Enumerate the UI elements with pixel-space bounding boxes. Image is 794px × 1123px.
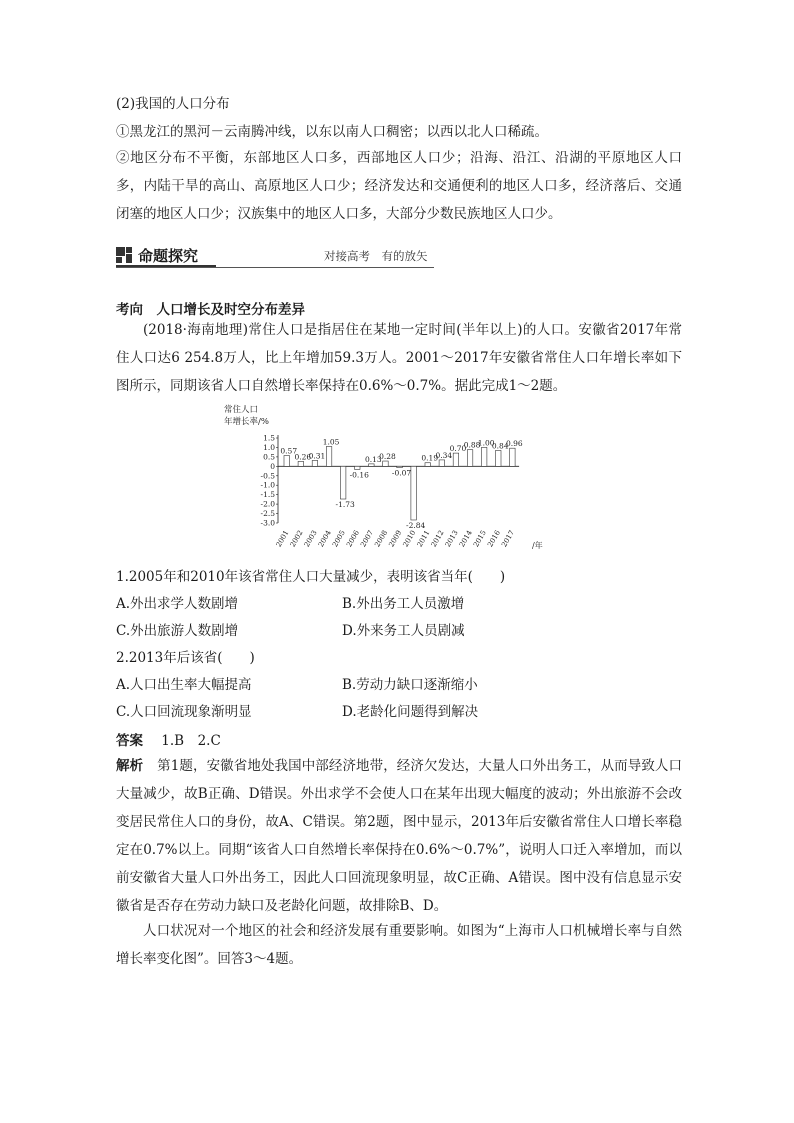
chart-bar	[425, 463, 431, 467]
answer-label: 答案	[116, 733, 143, 749]
chart-value-label: 0.88	[463, 440, 481, 450]
chart-x-tick-label: 2004	[316, 529, 333, 549]
analysis-label: 解析	[116, 758, 144, 774]
chart-bar	[411, 466, 417, 520]
chart-value-label: -0.07	[391, 468, 412, 478]
chart-y-tick-label: -1.5	[260, 490, 275, 500]
q1-stem: 1.2005年和2010年该省常住人口大量减少，表明该省当年( )	[116, 569, 506, 585]
answer-text: 1.B 2.C	[161, 733, 221, 749]
section-header	[116, 243, 436, 269]
chart-x-tick-label: 2017	[500, 529, 517, 549]
chart-bar	[312, 460, 318, 466]
chart-bar	[284, 456, 290, 467]
chart-bar	[397, 466, 403, 467]
topic-heading: 考向 人口增长及时空分布差异	[116, 302, 305, 318]
chart-value-label: 0.19	[421, 453, 439, 463]
chart-x-tick-label: 2007	[359, 529, 376, 549]
chart-x-tick-label: 2002	[288, 529, 305, 549]
analysis-block	[116, 752, 682, 920]
chart-bar	[326, 447, 332, 467]
chart-bar	[510, 448, 515, 466]
chart-value-label: -2.84	[406, 520, 426, 530]
chart-x-tick-label: 2006	[345, 529, 361, 549]
chart-x-tick-label: 2009	[387, 529, 404, 549]
chart-bar	[467, 450, 473, 467]
chart-x-unit: /年	[532, 541, 543, 550]
chart-x-tick-label: 2015	[472, 529, 488, 549]
answer-line	[116, 731, 221, 751]
chart-value-label: 0.96	[505, 439, 523, 449]
section-rule	[116, 267, 434, 268]
chart-x-tick-label: 2012	[429, 529, 446, 549]
chart-y-tick-label: -2.0	[260, 499, 275, 509]
chart-y-tick-label: -0.5	[260, 471, 275, 481]
chart-value-label: 0.31	[308, 451, 326, 461]
distribution-point-1: ①黑龙江的黑河－云南腾冲线，以东以南人口稠密；以西以北人口稀疏。	[116, 124, 548, 140]
chart-bar	[481, 447, 487, 466]
q2-option-b: B.劳动力缺口逐渐缩小	[342, 677, 478, 693]
chart-x-tick-label: 2005	[331, 529, 347, 549]
chart-value-label: 1.05	[322, 437, 340, 447]
chart-value-label: 0.70	[449, 444, 467, 454]
section-title: 命题探究	[138, 247, 199, 265]
chart-value-label: 1.00	[477, 438, 495, 448]
chart-y-tick-label: -3.0	[260, 518, 275, 528]
chart-value-label: 0.57	[280, 446, 298, 456]
chart-y-tick-label: -1.0	[260, 480, 275, 490]
chart-value-label: 0.26	[294, 452, 312, 462]
chart-ylabel-2: 年增长率/%	[224, 417, 269, 427]
chart-bar	[298, 461, 304, 466]
chart-x-tick-label: 2010	[401, 529, 418, 549]
chart-value-label: 0.28	[379, 452, 396, 462]
q1-option-a: A.外出求学人数剧增	[116, 596, 239, 612]
question-intro: (2018·海南地理)常住人口是指居住在某地一定时间(半年以上)的人口。安徽省2017年常住人口达6 254.8万人，比上年增加59.3万人。2001～2017年安徽省常住人口年增长率如下图所示，同期该省人口自然增长率保持在0.6%～0.7%。据此完成1～2题。	[116, 322, 682, 394]
q2-option-a: A.人口出生率大幅提高	[116, 677, 252, 693]
q2-stem: 2.2013年后该省( )	[116, 650, 255, 666]
chart-x-tick-label: 2008	[373, 529, 390, 549]
section-subtitle: 对接高考 有的放矢	[324, 249, 428, 263]
chart-bar	[340, 466, 346, 499]
population-distribution-heading: (2)我国的人口分布	[116, 96, 230, 112]
chart-value-label: -0.16	[349, 470, 369, 480]
chart-value-label: 0.84	[491, 441, 509, 451]
chart-bar	[369, 464, 375, 466]
analysis-text: 第1题，安徽省地处我国中部经济地带，经济欠发达，大量人口外出务工，从而导致人口大量减少，故B正确、D错误。外出求学不会使人口在某年出现大幅度的波动；外出旅游不会改变居民常住人口的身份，故A、C错误。第2题，图中显示，2013年后安徽省常住人口增长率稳定在0.7%以上。同期“该省人口自然增长率保持在0.6%～0.7%”，说明人口迁入率增加，而以前安徽省大量人口外出务工，因此人口回流现象明显，故C正确、A错误。图中没有信息显示安徽省是否存在劳动力缺口及老龄化问题，故排除B、D。	[116, 758, 682, 914]
chart-bar	[383, 461, 389, 466]
chart-x-ticks	[275, 529, 516, 549]
closing-paragraph: 人口状况对一个地区的社会和经济发展有重要影响。如图为“上海市人口机械增长率与自然增长率变化图”。回答3～4题。	[116, 923, 682, 967]
chart-value-label: 0.34	[435, 450, 453, 460]
population-growth-chart	[224, 402, 560, 554]
chart-x-tick-label: 2014	[457, 529, 474, 549]
q1-option-d: D.外来务工人员剧减	[342, 623, 465, 639]
chart-y-tick-label: 1.0	[263, 442, 275, 452]
q1-option-b: B.外出务工人员激增	[342, 596, 465, 612]
distribution-point-2: ②地区分布不平衡，东部地区人口多，西部地区人口少；沿海、沿江、沿湖的平原地区人口多，内陆干旱的高山、高原地区人口少；经济发达和交通便利的地区人口多，经济落后、交通闭塞的地区人口少；汉族集中的地区人口多，大部分少数民族地区人口少。	[116, 150, 682, 222]
chart-bar	[355, 466, 361, 469]
chart-x-tick-label: 2016	[486, 529, 502, 549]
chart-value-label: 0.13	[364, 454, 382, 464]
section-block-icon	[116, 247, 132, 263]
chart-ylabel-1: 常住人口	[224, 405, 259, 415]
chart-x-tick-label: 2011	[415, 529, 432, 549]
chart-bar	[439, 460, 445, 466]
chart-x-tick-label: 2001	[274, 529, 291, 549]
q2-option-c: C.人口回流现象渐明显	[116, 704, 252, 720]
chart-y-tick-label: -2.5	[260, 509, 275, 519]
chart-value-label: -1.73	[335, 500, 355, 510]
chart-bar	[453, 453, 459, 466]
chart-x-tick-label: 2013	[443, 529, 460, 549]
chart-x-tick-label: 2003	[302, 529, 319, 549]
q2-option-d: D.老龄化问题得到解决	[342, 704, 479, 720]
chart-bar	[496, 450, 502, 466]
chart-y-tick-label: 0.5	[263, 452, 275, 462]
chart-y-tick-label: 0	[270, 461, 275, 471]
chart-y-tick-label: 1.5	[263, 433, 275, 443]
q1-option-c: C.外出旅游人数剧增	[116, 623, 239, 639]
